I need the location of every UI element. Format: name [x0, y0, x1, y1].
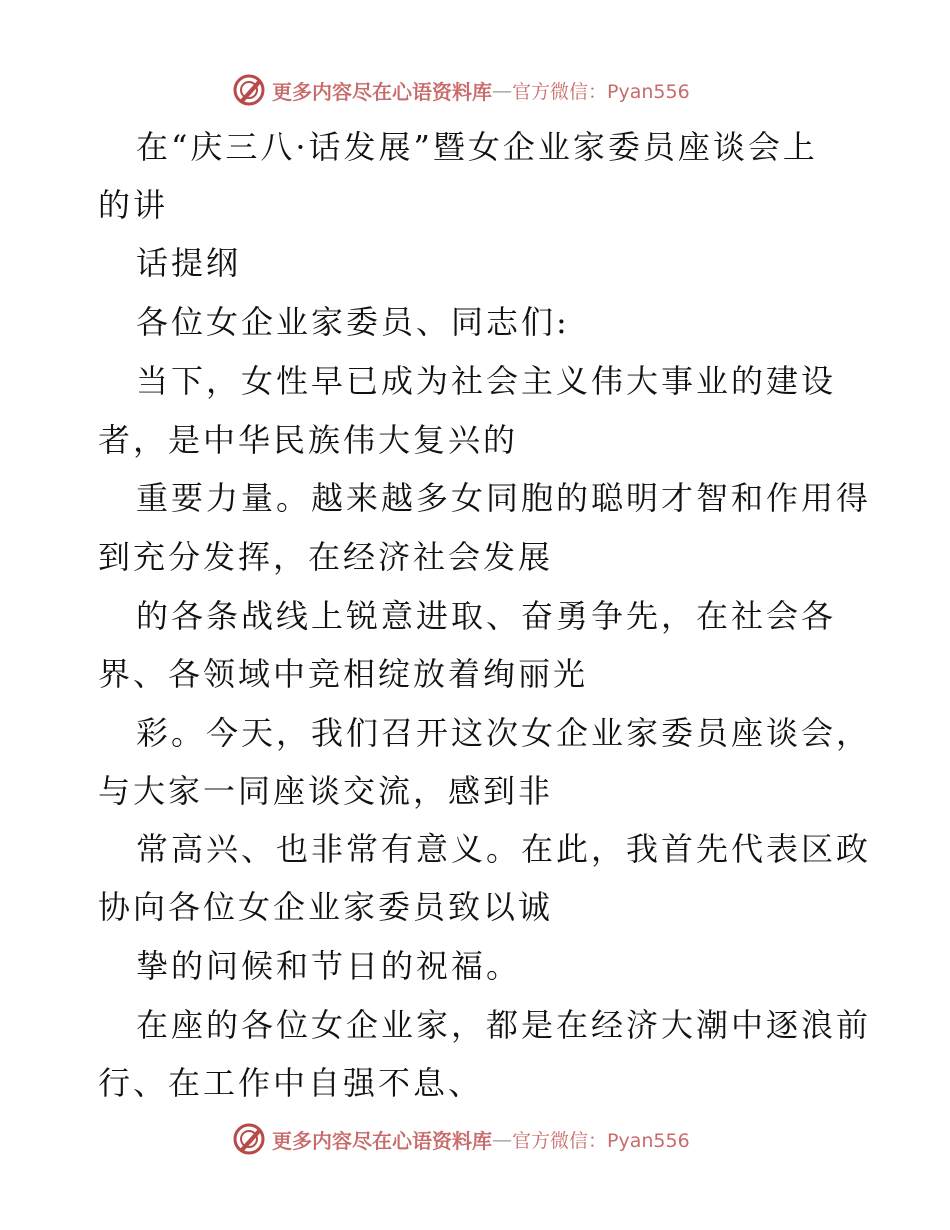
text-line: 的讲	[98, 186, 169, 224]
text-line: 与大家一同座谈交流，感到非	[98, 772, 554, 810]
watermark-title: 更多内容尽在心语资料库	[272, 79, 492, 104]
watermark-title: 更多内容尽在心语资料库	[272, 1128, 492, 1153]
text-line: 在“庆三八·话发展”暨女企业家委员座谈会上	[136, 128, 818, 166]
text-line: 当下，女性早已成为社会主义伟大事业的建设	[136, 362, 837, 400]
watermark-dash: —	[492, 1127, 512, 1151]
text-line: 重要力量。越来越多女同胞的聪明才智和作用得	[136, 479, 872, 517]
watermark-dash: —	[492, 78, 512, 102]
watermark-wechat: 官方微信：Pyan556	[512, 1129, 690, 1152]
text-line: 彩。今天，我们召开这次女企业家委员座谈会，	[136, 714, 872, 752]
text-line: 者，是中华民族伟大复兴的	[98, 421, 519, 459]
text-line: 常高兴、也非常有意义。在此，我首先代表区政	[136, 830, 872, 868]
text-line: 在座的各位女企业家，都是在经济大潮中逐浪前	[136, 1006, 872, 1044]
text-line: 行、在工作中自强不息、	[98, 1064, 484, 1102]
pen-logo-icon	[232, 73, 266, 107]
watermark-wechat: 官方微信：Pyan556	[512, 80, 690, 103]
text-line: 挚的问候和节日的祝福。	[136, 947, 522, 985]
footer-watermark	[232, 1121, 690, 1157]
header-watermark	[232, 72, 690, 108]
text-line: 话提纲	[136, 244, 242, 282]
text-line: 协向各位女企业家委员致以诚	[98, 888, 554, 926]
text-line: 界、各领域中竞相绽放着绚丽光	[98, 655, 589, 693]
pen-logo-icon	[232, 1122, 266, 1156]
text-line: 各位女企业家委员、同志们:	[136, 303, 570, 341]
text-line: 到充分发挥，在经济社会发展	[98, 538, 554, 576]
text-line: 的各条战线上锐意进取、奋勇争先，在社会各	[136, 597, 837, 635]
